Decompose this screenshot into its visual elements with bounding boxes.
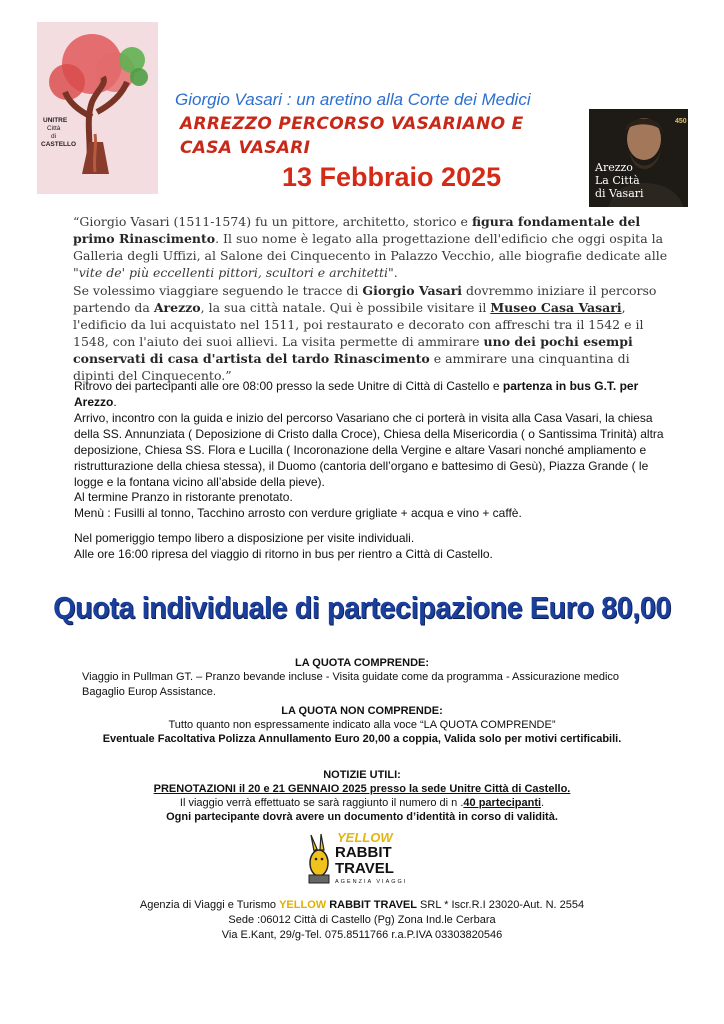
lunch-menu: Menù : Fusilli al tonno, Tacchino arrosto con verdure grigliate + acqua e vino + caffè. bbox=[74, 506, 522, 520]
brand-name: RABBIT TRAVEL bbox=[326, 899, 417, 911]
title-line-3: CASA VASARI bbox=[180, 138, 311, 158]
afternoon-info bbox=[74, 530, 674, 562]
excludes-heading-text: LA QUOTA NON COMPRENDE: bbox=[281, 705, 443, 717]
intro-paragraph-2 bbox=[73, 282, 673, 384]
id-document-note: Ogni partecipante dovrà avere un documento d’identità in corso di validità. bbox=[166, 811, 558, 823]
intro-emphasis: Giorgio Vasari bbox=[362, 283, 463, 298]
intro-text: , la sua città natale. Qui è possibile visitare il bbox=[200, 300, 491, 315]
departure-info: partenza in bus G.T. per Arezzo bbox=[74, 379, 639, 409]
logo-text-3: di bbox=[51, 133, 57, 140]
title-line-1: Giorgio Vasari : un aretino alla Corte dei Medici bbox=[175, 90, 531, 109]
includes-text: Viaggio in Pullman GT. – Pranzo bevande incluse - Visita guidate come da programma - Assicurazione medico Bagaglio Europ Assistance. bbox=[82, 671, 620, 698]
logo-text-4: CASTELLO bbox=[41, 141, 77, 148]
logo-word-yellow: YELLOW bbox=[337, 830, 393, 845]
rabbit-icon bbox=[305, 829, 409, 891]
title-line-2: ARREZZO PERCORSO VASARIANO E bbox=[180, 114, 524, 134]
brand-yellow: YELLOW bbox=[279, 899, 327, 911]
intro-emphasis: Arezzo bbox=[153, 300, 201, 315]
intro-text: dovremmo iniziare il percorso partendo da bbox=[73, 283, 657, 315]
intro-text: , l'edificio da lui acquistato nel 1511, poi restaurato e decorato con affreschi tra il 1542 e il 1548, con l'aiuto dei suoi allievi. La visita permette di ammirare bbox=[73, 300, 644, 349]
footer-line-3: Via E.Kant, 29/g-Tel. 075.8511766 r.a.P.IVA 03303820546 bbox=[221, 929, 503, 941]
min-participants bbox=[60, 796, 664, 811]
afternoon-line-1: Nel pomeriggio tempo libero a disposizione per visite individuali. bbox=[74, 531, 415, 545]
intro-text: . Il suo nome è legato alla progettazione dell'edificio che oggi ospita la Galleria degli Uffizi, al Salone dei Cinquecento in Palazzo Vecchio, alle biografie dedicate alle bbox=[73, 231, 668, 263]
event-date: 13 Febbraio 2025 bbox=[282, 162, 502, 192]
logo-word-rabbit: RABBIT bbox=[335, 844, 392, 861]
notes-text: . bbox=[541, 797, 545, 809]
intro-emphasis: uno dei pochi esempi conservati di casa d'artista del tardo Rinascimento bbox=[73, 334, 633, 366]
agency-footer bbox=[60, 898, 664, 943]
visit-description: Arrivo, incontro con la guida e inizio del percorso Vasariano che ci porterà in visita alla Casa Vasari, la chiesa della SS. Annunziata ( Deposizione di Cristo dalla Croce), Chiesa della Misericordia ( o Santissima Trinità) altra deposizione, Chiesa SS. Flora e Lucilla ( Incoronazione della Vergine e altare Vasari nonché ampliamento e ristrutturazione della chiesa stessa), il Duomo (cantoria dell’organo e battesimo di Gesù), Piazza Grande ( le logge e la fontana vicino all’abside della pieve). bbox=[74, 411, 664, 489]
booking-info: PRENOTAZIONI il 20 e 21 GENNAIO 2025 presso la sede Unitre Città di Castello. bbox=[153, 783, 571, 795]
lunch-info bbox=[74, 489, 674, 521]
footer-text: Agenzia di Viaggi e Turismo bbox=[139, 899, 280, 911]
logo-text-2: Città bbox=[47, 125, 61, 132]
notes-heading-text: NOTIZIE UTILI: bbox=[323, 769, 401, 781]
excludes-heading bbox=[60, 704, 664, 719]
intro-paragraph-1 bbox=[73, 213, 673, 281]
portrait-caption-2: La Città bbox=[595, 174, 640, 187]
portrait-image bbox=[589, 109, 688, 207]
itinerary-text: Ritrovo dei partecipanti alle ore 08:00 presso la sede Unitre di Città di Castello e bbox=[74, 379, 503, 393]
intro-text: “Giorgio Vasari (1511-1574) fu un pittore, architetto, storico e bbox=[73, 214, 472, 229]
includes-heading bbox=[60, 656, 664, 671]
lunch-line-1: Al termine Pranzo in ristorante prenotato. bbox=[74, 490, 293, 504]
portrait-caption-3: di Vasari bbox=[595, 187, 644, 200]
logo-word-travel: TRAVEL bbox=[335, 860, 394, 877]
unitre-logo bbox=[37, 22, 158, 194]
intro-text: Se volessimo viaggiare seguendo le tracce di bbox=[73, 283, 363, 298]
portrait-caption-1: Arezzo bbox=[595, 161, 633, 174]
footer-line-2: Sede :06012 Città di Castello (Pg) Zona Ind.le Cerbara bbox=[228, 914, 496, 926]
yellow-rabbit-logo bbox=[305, 829, 409, 891]
vasari-portrait-poster bbox=[589, 109, 688, 207]
excludes-text: Tutto quanto non espressamente indicato alla voce “LA QUOTA COMPRENDE” bbox=[168, 719, 556, 731]
footer-text: SRL * Iscr.R.I 23020-Aut. N. 2554 bbox=[417, 899, 585, 911]
includes-heading-text: LA QUOTA COMPRENDE: bbox=[294, 657, 430, 669]
intro-emphasis: figura fondamentale del primo Rinascimento bbox=[73, 214, 641, 246]
cancellation-insurance: Eventuale Facoltativa Polizza Annullamento Euro 20,00 a coppia, Valida solo per motivi certificabili. bbox=[102, 733, 622, 745]
itinerary bbox=[74, 378, 674, 490]
notes-heading bbox=[60, 768, 664, 783]
return-trip: Alle ore 16:00 ripresa del viaggio di ritorno in bus per rientro a Città di Castello. bbox=[74, 547, 493, 561]
intro-quote: "vite de' più eccellenti pittori, scultori e architetti" bbox=[73, 265, 394, 280]
footer-line-1 bbox=[60, 898, 664, 913]
portrait-badge: 450 bbox=[675, 118, 687, 125]
intro-text: . bbox=[393, 265, 398, 280]
participants-count: 40 partecipanti bbox=[463, 797, 542, 809]
notes-text: Il viaggio verrà effettuato se sarà raggiunto il numero di n . bbox=[179, 797, 464, 809]
price-headline: Quota individuale di partecipazione Euro 80,00 bbox=[53, 590, 671, 625]
museum-name: Museo Casa Vasari bbox=[490, 300, 622, 315]
logo-tagline: AGENZIA VIAGGI bbox=[335, 879, 408, 885]
logo-text-1: UNITRE bbox=[43, 117, 68, 124]
itinerary-text: . bbox=[113, 395, 117, 409]
tree-illustration bbox=[37, 22, 158, 194]
meeting-point bbox=[74, 378, 674, 410]
intro-text: e ammirare una cinquantina di dipinti del Cinquecento.” bbox=[73, 351, 630, 383]
